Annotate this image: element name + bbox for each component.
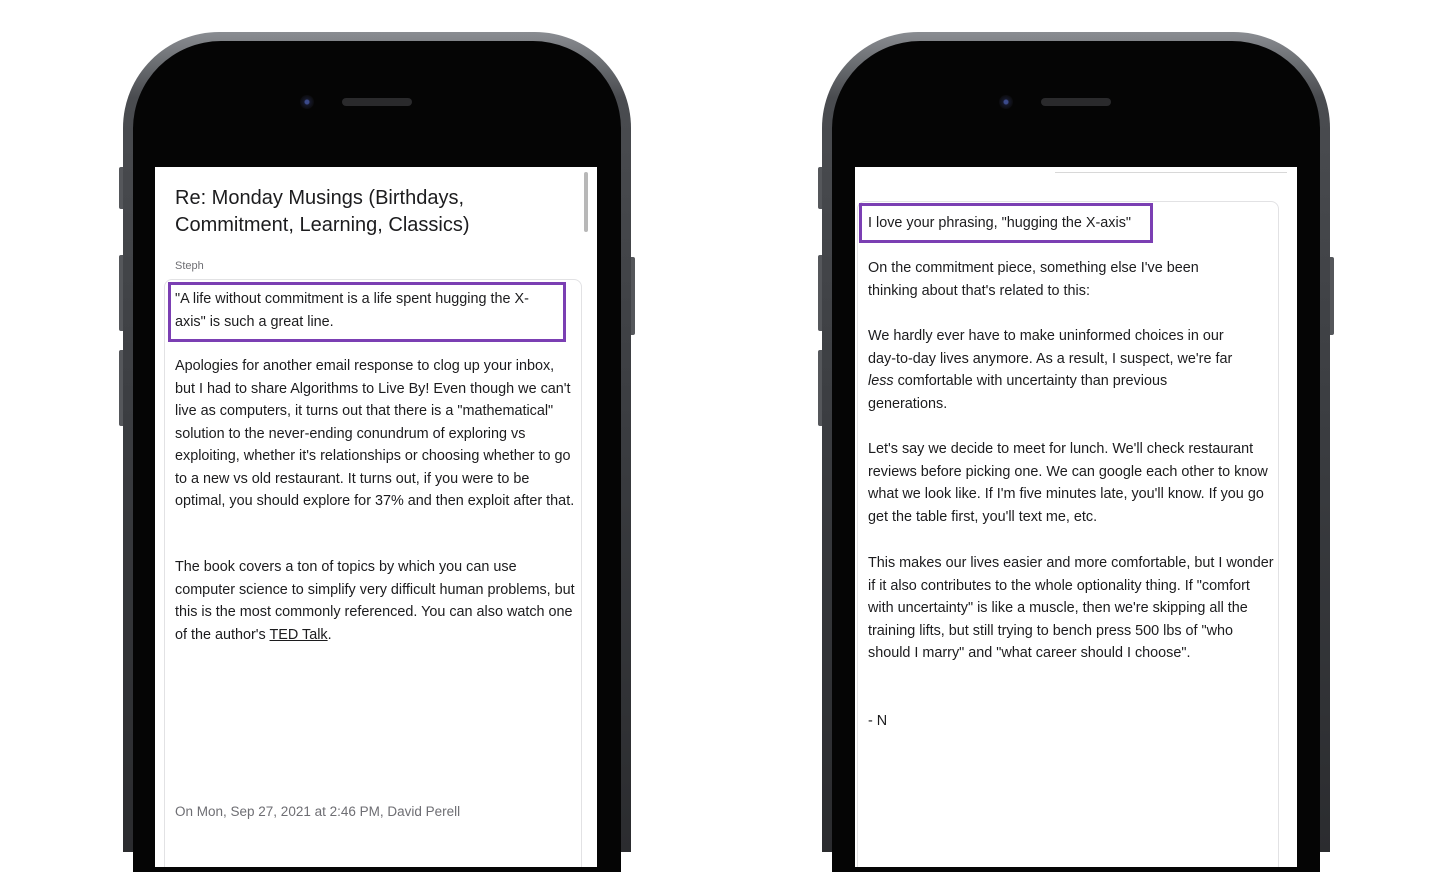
signature: - N — [868, 713, 888, 729]
message-card — [857, 201, 1279, 867]
body-paragraph-1: Apologies for another email response to clog up your inbox, but I had to share Algorithms to Live By! Even though we can't live as computers, it turns out that there is a "mathematical" solution to the never-ending conundrum of exploring vs exploiting, whether it's relationships or choosing whether to go to a new vs old restaurant. It turns out, if you were to be optimal, you should explore for 37% and then exploit after that. — [175, 358, 575, 509]
body-paragraph-2 — [868, 325, 1248, 415]
email-subject: Re: Monday Musings (Birthdays, Commitment, Learning, Classics) — [175, 187, 470, 236]
header-divider — [1055, 172, 1287, 173]
quote-paragraph: "A life without commitment is a life spent hugging the X-axis" is such a great line. — [175, 291, 529, 330]
paragraph-2-emphasis: less — [868, 373, 894, 389]
left-phone — [123, 32, 631, 852]
paragraph-2-text: The book covers a ton of topics by which you can use computer science to simplify very difficult human problems, but this is the most commonly referenced. You can also watch one of the author's — [175, 559, 575, 643]
highlight-box — [859, 203, 1153, 243]
body-paragraph-1: On the commitment piece, something else I've been thinking about that's related to this: — [868, 260, 1199, 299]
paragraph-2-end: comfortable with uncertainty than previous generations. — [868, 373, 1168, 412]
body-paragraph-2 — [175, 556, 575, 646]
scrollbar[interactable] — [584, 172, 588, 232]
quoted-reply-header: On Mon, Sep 27, 2021 at 2:46 PM, David Perell — [175, 804, 461, 819]
ted-talk-link[interactable]: TED Talk — [269, 626, 328, 643]
message-card — [164, 279, 582, 867]
earpiece-speaker-icon — [1041, 98, 1111, 106]
paragraph-2-end: . — [327, 626, 332, 643]
sender-name: Steph — [175, 260, 204, 272]
front-camera-icon — [300, 95, 314, 109]
email-screen[interactable] — [155, 167, 597, 867]
paragraph-2-text: We hardly ever have to make uninformed choices in our day-to-day lives anymore. As a result, I suspect, we're far — [868, 328, 1233, 367]
front-camera-icon — [999, 95, 1013, 109]
email-screen[interactable] — [855, 167, 1297, 867]
body-paragraph-4: This makes our lives easier and more comfortable, but I wonder if it also contributes to the whole optionality thing. If "comfort with uncertainty" is like a muscle, then we're skipping all the training lifts, but still trying to bench press 500 lbs of "who should I marry" and "what career should I choose". — [868, 555, 1274, 661]
highlighted-line: I love your phrasing, "hugging the X-axis" — [868, 215, 1132, 231]
body-paragraph-3: Let's say we decide to meet for lunch. We'll check restaurant reviews before picking one. We can google each other to know what we look like. If I'm five minutes late, you'll know. If you go get the table first, you'll text me, etc. — [868, 441, 1268, 525]
header-strip — [855, 167, 1297, 173]
earpiece-speaker-icon — [342, 98, 412, 106]
highlight-box — [168, 282, 566, 342]
right-phone — [822, 32, 1330, 852]
